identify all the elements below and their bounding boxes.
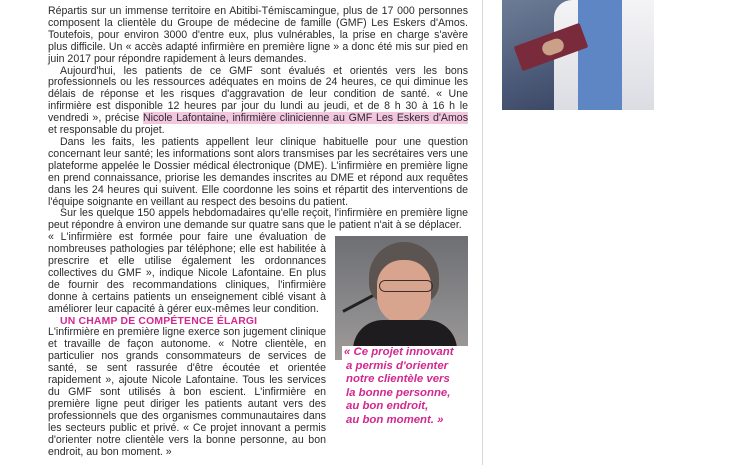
pull-quote	[346, 346, 470, 428]
paragraph-training: « L'infirmière est formée pour faire une évaluation de nombreuses pathologies par téléphone; elle est habilitée à prescrire et elle utilise également les ordonnances collectives du GMF », indique Nicole Lafontaine. En plus de fournir des recommandations cliniques, l'infirmière donne à certains patients un enseignement ciblé visant à améliorer leur capacité à gérer eux-mêmes leur condition.	[48, 231, 326, 315]
microphone-icon	[342, 294, 373, 313]
paragraph-calls: Sur les quelque 150 appels hebdomadaires qu'elle reçoit, l'infirmière en première ligne peut répondre à environ une demande sur quatre sans que le patient n'ait à se déplacer.	[48, 207, 468, 232]
quote-line: a permis d'orienter	[346, 359, 449, 372]
paragraph-intro: Répartis sur un immense territoire en Abitibi-Témiscamingue, plus de 17 000 personnes composent la clientèle du Groupe de médecine de famille (GMF) Les Eskers d'Amos. Toutefois, pour environ 3000 d'entre eux, plus vulnérables, la prise en charge s'avère plus difficile. Un « accès adapté infirmière en première ligne » a donc été mis sur pied en juin 2017 pour répondre rapidement à leurs demandes.	[48, 5, 468, 65]
quote-line: « Ce projet innovant	[342, 346, 470, 360]
paragraph-competence: L'infirmière en première ligne exerce son jugement clinique et travaille de façon autonome. « Notre clientèle, en particulier nos grands consommateurs de services de santé, se sent rassurée d'être écoutée et orientée rapidement », ajoute Nicole Lafontaine. Tous les services du GMF sont utilisés à bon escient. L'infirmière en première ligne peut diriger les patients autant vers des professionnels que des organismes communautaires dans les secteurs public et privé. « Ce projet innovant a permis d'orienter notre clientèle vers la bonne personne, au bon endroit, au bon moment. »	[48, 326, 326, 458]
paragraph-facts: Dans les faits, les patients appellent leur clinique habituelle pour une question concernant leur santé; les informations sont alors transmises par les secrétaires vers une plateforme appelée le Dossier médical électronique (DME). L'infirmière en première ligne en prend connaissance, priorise les demandes inscrites au DME et répond aux requêtes dans les 24 heures qui suivent. Elle coordonne les soins et répartit des interventions de l'équipe soignante en veillant au respect des besoins du patient.	[48, 135, 468, 208]
quote-line: au bon endroit,	[346, 400, 429, 413]
quote-line: au bon moment. »	[346, 413, 444, 426]
quote-line: notre clientèle vers	[346, 373, 450, 386]
quote-line: la bonne personne,	[346, 386, 451, 399]
glasses-icon	[379, 280, 433, 292]
paragraph-today: Aujourd'hui, les patients de ce GMF sont évalués et orientés vers les bons professionnels ou les ressources adéquates en moins de 24 heures, ce qui diminue les délais de réponse et les risques d'aggravation de leur condition de santé. « Une infirmière est disponible 12 heures par jour du lundi au jeudi, et de 8 h 30 à 16 h le vendredi », précise Nicole Lafontaine, infirmière clinicienne au GMF Les Eskers d'Amos et responsable du projet.	[48, 64, 468, 137]
column-divider	[482, 0, 483, 465]
highlighted-name: Nicole Lafontaine, infirmière clinicienne au GMF Les Eskers d'Amos	[143, 112, 468, 125]
section-subheading: UN CHAMP DE COMPÉTENCE ÉLARGI	[60, 315, 258, 327]
doctor-photo	[502, 0, 654, 110]
nurse-photo	[335, 236, 468, 360]
